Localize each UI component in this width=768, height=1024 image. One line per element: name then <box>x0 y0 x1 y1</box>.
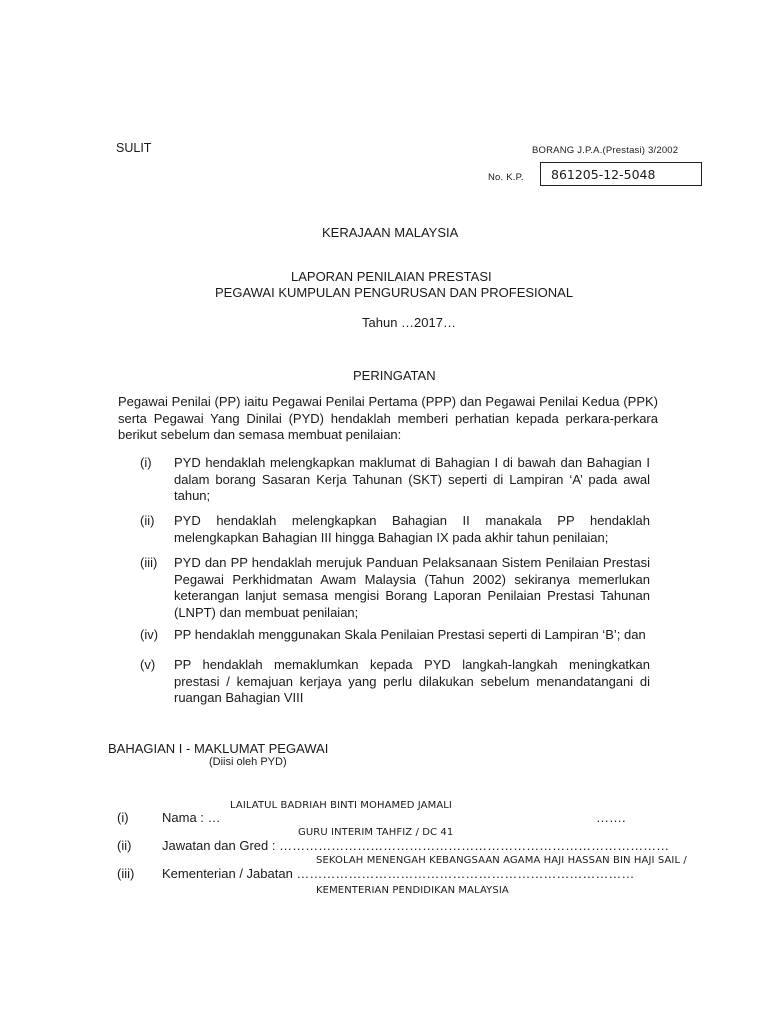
warning-intro: Pegawai Penilai (PP) iaitu Pegawai Penilai Pertama (PPP) dan Pegawai Penilai Kedua (PPK) serta Pegawai Yang Dinilai (PYD) hendaklah memberi perhatian kepada perkara-perkara berikut sebelum dan semasa membuat penilaian: <box>118 394 658 442</box>
ministry-department-label: Kementerian / Jabatan …………………………………………………………………… <box>162 866 635 881</box>
name-trail-dots: ……. <box>596 810 626 825</box>
name-label: Nama : … <box>162 810 221 825</box>
kp-value: 861205-12-5048 <box>551 167 656 182</box>
section1-heading: BAHAGIAN I - MAKLUMAT PEGAWAI <box>108 741 329 756</box>
warning-item-num: (iv) <box>140 627 159 642</box>
government-title: KERAJAAN MALAYSIA <box>322 225 459 240</box>
ministry-department-value-line2[interactable]: KEMENTERIAN PENDIDIKAN MALAYSIA <box>316 885 509 896</box>
classification-label: SULIT <box>116 141 152 155</box>
field-num: (i) <box>117 810 129 825</box>
report-title-line2: PEGAWAI KUMPULAN PENGURUSAN DAN PROFESIONAL <box>215 285 574 300</box>
warning-item-num: (i) <box>140 455 152 470</box>
position-grade-label: Jawatan dan Gred : ……………………………………………………………………………… <box>162 838 670 853</box>
field-num: (iii) <box>117 866 135 881</box>
warning-item-text: PP hendaklah memaklumkan kepada PYD langkah-langkah meningkatkan prestasi / kemajuan kerjaya yang perlu dilakukan sebelum menandatangani di ruangan Bahagian VIII <box>174 657 650 705</box>
warning-item-num: (ii) <box>140 513 155 528</box>
warning-item-num: (v) <box>140 657 156 672</box>
kp-label: No. K.P. <box>488 172 524 183</box>
warning-item-num: (iii) <box>140 555 158 570</box>
position-grade-value[interactable]: GURU INTERIM TAHFIZ / DC 41 <box>298 827 454 838</box>
warning-item-text: PYD hendaklah melengkapkan Bahagian II manakala PP hendaklah melengkapkan Bahagian III hingga Bahagian IX pada akhir tahun penilaian; <box>174 513 650 545</box>
report-title-line1: LAPORAN PENILAIAN PRESTASI <box>291 269 492 284</box>
kp-field[interactable] <box>540 162 702 186</box>
section1-subheading: (Diisi oleh PYD) <box>209 756 287 768</box>
ministry-department-value[interactable]: SEKOLAH MENENGAH KEBANGSAAN AGAMA HAJI HASSAN BIN HAJI SAIL / <box>316 855 687 866</box>
field-num: (ii) <box>117 838 132 853</box>
warning-heading: PERINGATAN <box>353 368 436 383</box>
form-code: BORANG J.P.A.(Prestasi) 3/2002 <box>532 145 679 156</box>
report-year: Tahun …2017… <box>362 315 456 330</box>
warning-item-text: PP hendaklah menggunakan Skala Penilaian Prestasi seperti di Lampiran ‘B’; dan <box>174 627 646 642</box>
name-value[interactable]: LAILATUL BADRIAH BINTI MOHAMED JAMALI <box>230 800 452 811</box>
warning-item-text: PYD dan PP hendaklah merujuk Panduan Pelaksanaan Sistem Penilaian Prestasi Pegawai Perkhidmatan Awam Malaysia (Tahun 2002) sekiranya memerlukan keterangan lanjut semasa mengisi Borang Laporan Penilaian Prestasi Tahunan (LNPT) dan membuat penilaian; <box>174 555 650 620</box>
warning-item-text: PYD hendaklah melengkapkan maklumat di Bahagian I di bawah dan Bahagian I dalam borang Sasaran Kerja Tahunan (SKT) seperti di Lampiran ‘A’ pada awal tahun; <box>174 455 650 503</box>
